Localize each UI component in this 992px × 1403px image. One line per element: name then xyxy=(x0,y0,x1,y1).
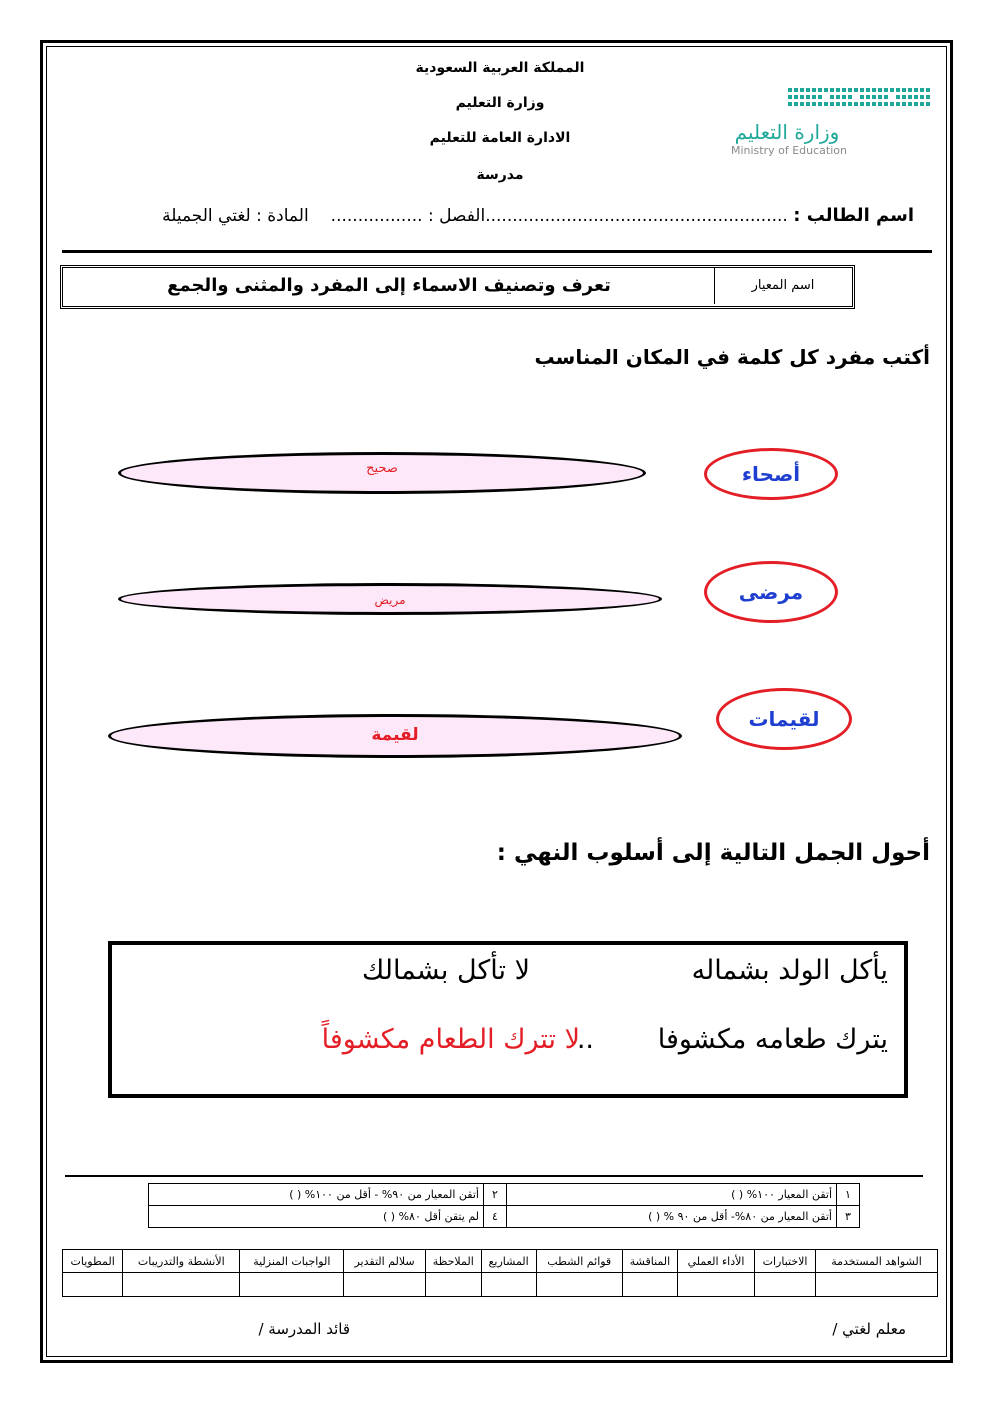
mastery-row xyxy=(149,1206,860,1228)
logo-dot xyxy=(830,88,834,92)
answer-oval-2[interactable] xyxy=(118,583,662,615)
evidence-cell[interactable] xyxy=(678,1273,755,1297)
evidence-cell[interactable] xyxy=(63,1273,123,1297)
logo-dot xyxy=(926,88,930,92)
logo-dot xyxy=(800,88,804,92)
logo-dot xyxy=(914,95,918,99)
sentence-2-dots: .. xyxy=(576,1024,594,1055)
class-field[interactable]: ................. xyxy=(330,206,423,226)
evidence-input-row xyxy=(63,1273,938,1297)
logo-dot xyxy=(926,95,930,99)
evidence-header: سلالم التقدير xyxy=(344,1250,425,1273)
mastery-num: ٤ xyxy=(484,1206,507,1228)
evidence-header: الأنشطة والتدريبات xyxy=(123,1250,240,1273)
logo-dot xyxy=(818,88,822,92)
evidence-header: قوائم الشطب xyxy=(536,1250,622,1273)
evidence-header: الأداء العملي xyxy=(678,1250,755,1273)
evidence-cell[interactable] xyxy=(481,1273,536,1297)
logo-dot xyxy=(812,102,816,106)
evidence-header-row xyxy=(63,1250,938,1273)
word-oval-3 xyxy=(716,688,852,750)
logo-dot xyxy=(872,88,876,92)
logo-dot xyxy=(824,88,828,92)
logo-dot xyxy=(836,88,840,92)
logo-dot xyxy=(872,95,876,99)
logo-dot xyxy=(860,95,864,99)
logo-dot xyxy=(860,102,864,106)
evidence-header: الشواهد المستخدمة xyxy=(816,1250,938,1273)
word-3: لقيمات xyxy=(748,707,820,731)
logo-dot xyxy=(914,88,918,92)
logo-dot xyxy=(824,102,828,106)
logo-dot xyxy=(854,102,858,106)
logo-dot xyxy=(902,88,906,92)
sentence-2-answer[interactable]: لا تترك الطعام مكشوفاً xyxy=(321,1024,580,1055)
logo-dot xyxy=(818,95,822,99)
evidence-cell[interactable] xyxy=(240,1273,344,1297)
answer-3-text: لقيمة xyxy=(371,725,419,745)
mastery-num: ١ xyxy=(837,1184,860,1206)
logo-dot xyxy=(884,95,888,99)
mastery-cell[interactable]: لم يتقن أقل ٨٠% ( ) xyxy=(149,1206,484,1228)
mastery-num: ٣ xyxy=(837,1206,860,1228)
section2-instruction: أحول الجمل التالية إلى أسلوب النهي : xyxy=(496,840,930,866)
evidence-header: المناقشة xyxy=(622,1250,677,1273)
logo-dot xyxy=(848,102,852,106)
logo-dot xyxy=(848,88,852,92)
logo-english-text: Ministry of Education xyxy=(730,144,847,157)
logo-dot xyxy=(806,102,810,106)
logo-dot xyxy=(830,95,834,99)
logo-arabic-text: وزارة التعليم xyxy=(734,120,840,144)
evidence-header: الاختبارات xyxy=(755,1250,816,1273)
word-oval-1 xyxy=(704,448,838,500)
ministry-logo xyxy=(712,80,937,160)
logo-dot xyxy=(842,95,846,99)
mastery-num: ٢ xyxy=(484,1184,507,1206)
logo-dot xyxy=(842,102,846,106)
logo-dot xyxy=(878,95,882,99)
criteria-divider xyxy=(714,268,715,304)
student-name-field[interactable]: .............. xyxy=(712,206,794,226)
criteria-label: اسم المعيار xyxy=(751,278,815,293)
evidence-cell[interactable] xyxy=(622,1273,677,1297)
logo-dot xyxy=(788,95,792,99)
logo-dot xyxy=(842,88,846,92)
logo-dot xyxy=(812,95,816,99)
evidence-cell[interactable] xyxy=(425,1273,481,1297)
logo-dot xyxy=(866,95,870,99)
logo-dot xyxy=(830,102,834,106)
logo-dot xyxy=(896,102,900,106)
logo-dot xyxy=(788,88,792,92)
logo-dot xyxy=(908,95,912,99)
logo-dot xyxy=(872,102,876,106)
logo-dot xyxy=(884,88,888,92)
evidence-header: الملاحظة xyxy=(425,1250,481,1273)
header-ministry: وزارة التعليم xyxy=(455,95,545,111)
subject-label: المادة : لغتي الجميلة xyxy=(162,206,309,226)
sentence-2-original: يترك طعامه مكشوفا xyxy=(657,1024,888,1055)
logo-dot xyxy=(902,102,906,106)
logo-dot xyxy=(866,88,870,92)
evidence-header: الواجبات المنزلية xyxy=(240,1250,344,1273)
evidence-cell[interactable] xyxy=(755,1273,816,1297)
logo-dot xyxy=(896,95,900,99)
logo-dot xyxy=(884,102,888,106)
logo-dot xyxy=(836,102,840,106)
logo-dot xyxy=(854,88,858,92)
logo-dot xyxy=(806,88,810,92)
footer-rule xyxy=(65,1175,923,1177)
logo-dot xyxy=(836,95,840,99)
student-info-line xyxy=(80,205,914,233)
logo-dot xyxy=(788,102,792,106)
principal-signature[interactable]: قائد المدرسة / xyxy=(258,1320,350,1338)
sentence-1-answer[interactable]: لا تأكل بشمالك xyxy=(361,955,530,986)
logo-dot xyxy=(800,95,804,99)
logo-dot xyxy=(812,88,816,92)
answer-oval-1[interactable] xyxy=(118,452,646,494)
logo-dot xyxy=(860,88,864,92)
logo-dot xyxy=(818,102,822,106)
section1-instruction: أكتب مفرد كل كلمة في المكان المناسب xyxy=(534,345,930,369)
word-oval-2 xyxy=(704,561,838,623)
logo-dot xyxy=(920,95,924,99)
mastery-cell[interactable]: أتقن المعيار ١٠٠% ( ) xyxy=(507,1184,837,1206)
answer-2-text: مريض xyxy=(374,593,406,607)
logo-dot xyxy=(794,95,798,99)
logo-dot xyxy=(908,102,912,106)
header-school: مدرسة xyxy=(476,167,524,183)
header-administration: الادارة العامة للتعليم xyxy=(429,130,571,146)
student-name-label: اسم الطالب : xyxy=(793,205,914,226)
logo-dot xyxy=(902,95,906,99)
evidence-cell[interactable] xyxy=(123,1273,240,1297)
logo-dot xyxy=(878,88,882,92)
mastery-cell[interactable]: أتقن المعيار من ٨٠%- أقل من ٩٠ % ( ) xyxy=(507,1206,837,1228)
mastery-row xyxy=(149,1184,860,1206)
logo-dot xyxy=(848,95,852,99)
logo-dot xyxy=(806,95,810,99)
evidence-cell[interactable] xyxy=(344,1273,425,1297)
logo-dot xyxy=(866,102,870,106)
evidence-cell[interactable] xyxy=(536,1273,622,1297)
mastery-cell[interactable]: أتقن المعيار من ٩٠% - أقل من ١٠٠% ( ) xyxy=(149,1184,484,1206)
teacher-signature[interactable]: معلم لغتي / xyxy=(832,1320,906,1338)
logo-dot xyxy=(890,102,894,106)
logo-dot xyxy=(926,102,930,106)
sentence-1-original: يأكل الولد بشماله xyxy=(691,955,888,986)
logo-dot xyxy=(878,102,882,106)
logo-dot xyxy=(914,102,918,106)
evidence-header: المشاريع xyxy=(481,1250,536,1273)
header-kingdom: المملكة العربية السعودية xyxy=(415,60,585,76)
logo-dot xyxy=(794,88,798,92)
criteria-title: تعرف وتصنيف الاسماء إلى المفرد والمثنى والجمع xyxy=(167,275,611,296)
answer-1-text: صحيح xyxy=(366,461,398,476)
logo-dot xyxy=(890,88,894,92)
mastery-table xyxy=(148,1183,860,1228)
word-1: أصحاء xyxy=(741,462,801,486)
logo-dot xyxy=(896,88,900,92)
evidence-table xyxy=(62,1249,938,1297)
answer-oval-3[interactable] xyxy=(108,714,682,758)
class-label: ..........................................الفصل : xyxy=(422,206,713,226)
logo-dot xyxy=(908,88,912,92)
logo-dot xyxy=(920,102,924,106)
logo-dot xyxy=(800,102,804,106)
logo-dot xyxy=(920,88,924,92)
header-rule xyxy=(62,250,932,253)
word-2: مرضى xyxy=(738,580,804,604)
evidence-cell[interactable] xyxy=(816,1273,938,1297)
logo-dot xyxy=(794,102,798,106)
evidence-header: المطويات xyxy=(63,1250,123,1273)
